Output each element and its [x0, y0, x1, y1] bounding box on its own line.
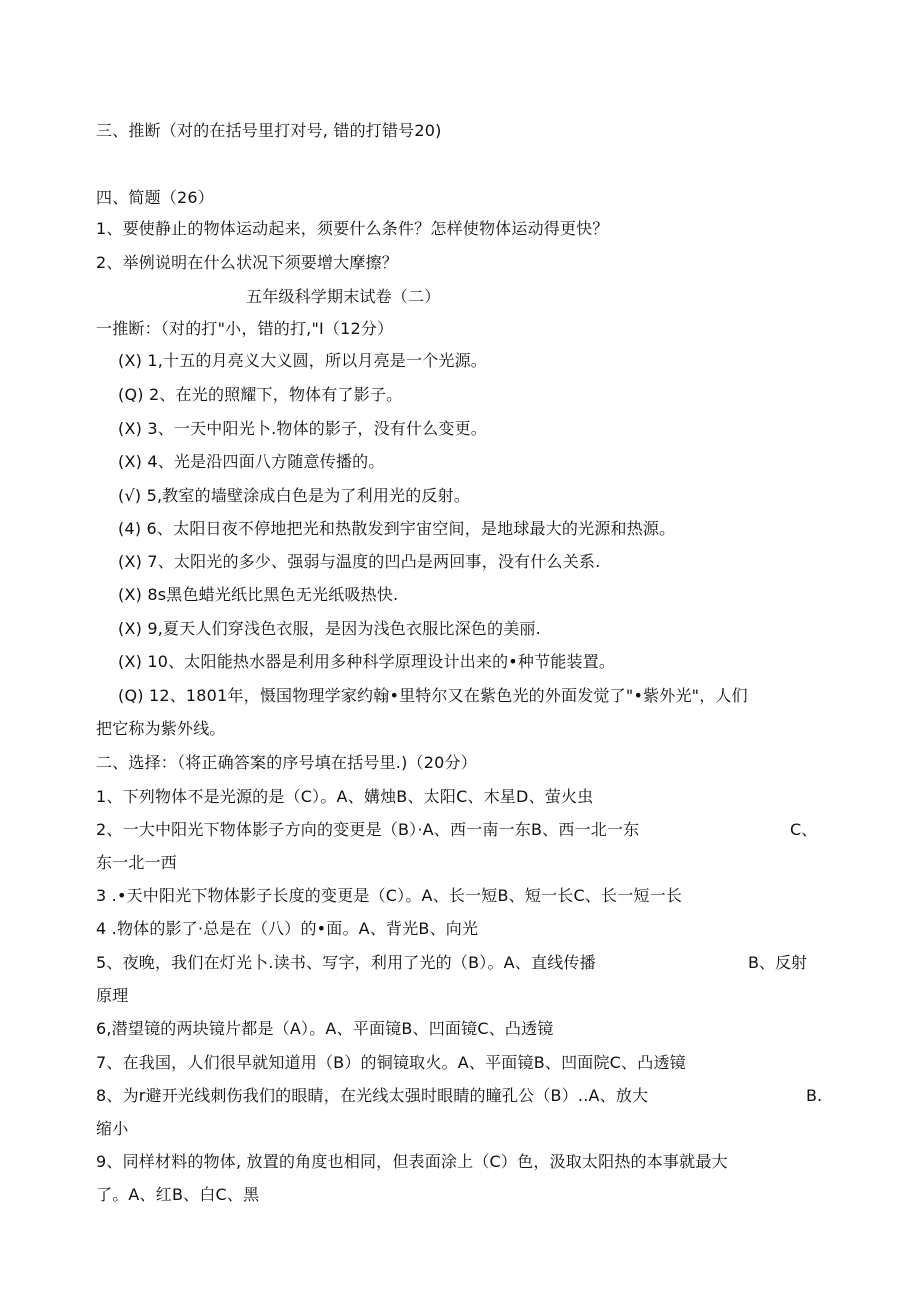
choice-item: 9、同样材料的物体, 放置的角度也相同，但表面涂上（C）色，汲取太阳热的本事就最大 — [96, 1152, 728, 1171]
choice-item: 6,潜望镜的两块镜片都是（A）。A、平面镜B、凹面镜C、凸透镜 — [96, 1019, 554, 1038]
choice-heading: 二、选择：（将正确答案的序号填在括号里.)（20分） — [96, 753, 477, 772]
exam-title: 五年级科学期末试卷（二） — [246, 287, 441, 306]
choice-item: 5、夜晚，我们在灯光卜.读书、写字，利用了光的（B）。A、直线传播 — [96, 953, 596, 972]
section3-heading: 三、推断（对的在括号里打对号, 错的打错号20) — [96, 121, 442, 140]
judge-item: (4) 6、太阳日夜不停地把光和热散发到宇宙空间，是地球最大的光源和热源。 — [118, 519, 676, 538]
choice-item: 8、为r避开光线刺伤我们的眼睛，在光线太强时眼睛的瞳孔公（B）..A、放大 — [96, 1086, 649, 1105]
judge-item: (Q) 2、在光的照耀下，物体有了影子。 — [118, 385, 403, 404]
choice-item-continuation: 东一北一西 — [96, 853, 178, 872]
judge-item: (√) 5,教室的墙壁涂成白色是为了利用光的反射。 — [118, 486, 471, 505]
judge-item: (X) 9,夏天人们穿浅色衣服，是因为浅色衣服比深色的美丽. — [118, 619, 541, 638]
choice-item: 7、在我国，人们很早就知道用（B）的铜镜取火。A、平面镜B、凹面院C、凸透镜 — [96, 1053, 686, 1072]
choice-item-option: B、反射 — [748, 953, 807, 972]
choice-item-continuation: 了。A、红B、白C、黑 — [96, 1185, 260, 1204]
choice-item-option: B. — [806, 1086, 823, 1105]
judge-item: (X) 4、光是沿四面八方随意传播的。 — [118, 452, 385, 471]
judge-item: (X) 8s黑色蜡光纸比黑色无光纸吸热快. — [118, 585, 399, 604]
choice-item: 2、一大中阳光下物体影子方向的变更是（B）·A、西一南一东B、西一北一东 — [96, 820, 640, 839]
choice-item-continuation: 原理 — [96, 986, 129, 1005]
choice-item-option: C、 — [790, 820, 818, 839]
choice-item: 3 .•天中阳光下物体影子长度的变更是（C）。A、长一短B、短一长C、长一短一长 — [96, 886, 683, 905]
choice-item-continuation: 缩小 — [96, 1119, 129, 1138]
judge-item: (X) 1,十五的月亮义大义圆，所以月亮是一个光源。 — [118, 351, 487, 370]
choice-item: 1、下列物体不是光源的是（C）。A、媾烛B、太阳C、木星D、萤火虫 — [96, 787, 594, 806]
section4-question-1: 1、要使静止的物体运动起来，须要什么条件？怎样使物体运动得更快？ — [96, 219, 609, 238]
judge-item: (X) 3、一天中阳光卜.物体的影子，没有什么变更。 — [118, 419, 487, 438]
judge-item: (X) 10、太阳能热水器是利用多种科学原理设计出来的•种节能装置。 — [118, 652, 616, 671]
judge-item: (Q) 12、1801年，慑国物理学家约翰•里特尔又在紫色光的外面发觉了"•紫外光"，人们 — [118, 686, 748, 705]
section4-heading: 四、简题（26） — [96, 188, 214, 207]
section4-question-2: 2、举例说明在什么状况下须要增大摩擦？ — [96, 253, 398, 272]
judge-heading: 一推断：（对的打"小，错的打,"I（12分） — [96, 319, 394, 338]
choice-item: 4 .物体的影了·总是在（八）的•面。A、背光B、向光 — [96, 919, 479, 938]
judge-item-continuation: 把它称为紫外线。 — [96, 719, 226, 738]
judge-item: (X) 7、太阳光的多少、强弱与温度的凹凸是两回事，没有什么关系. — [118, 552, 601, 571]
